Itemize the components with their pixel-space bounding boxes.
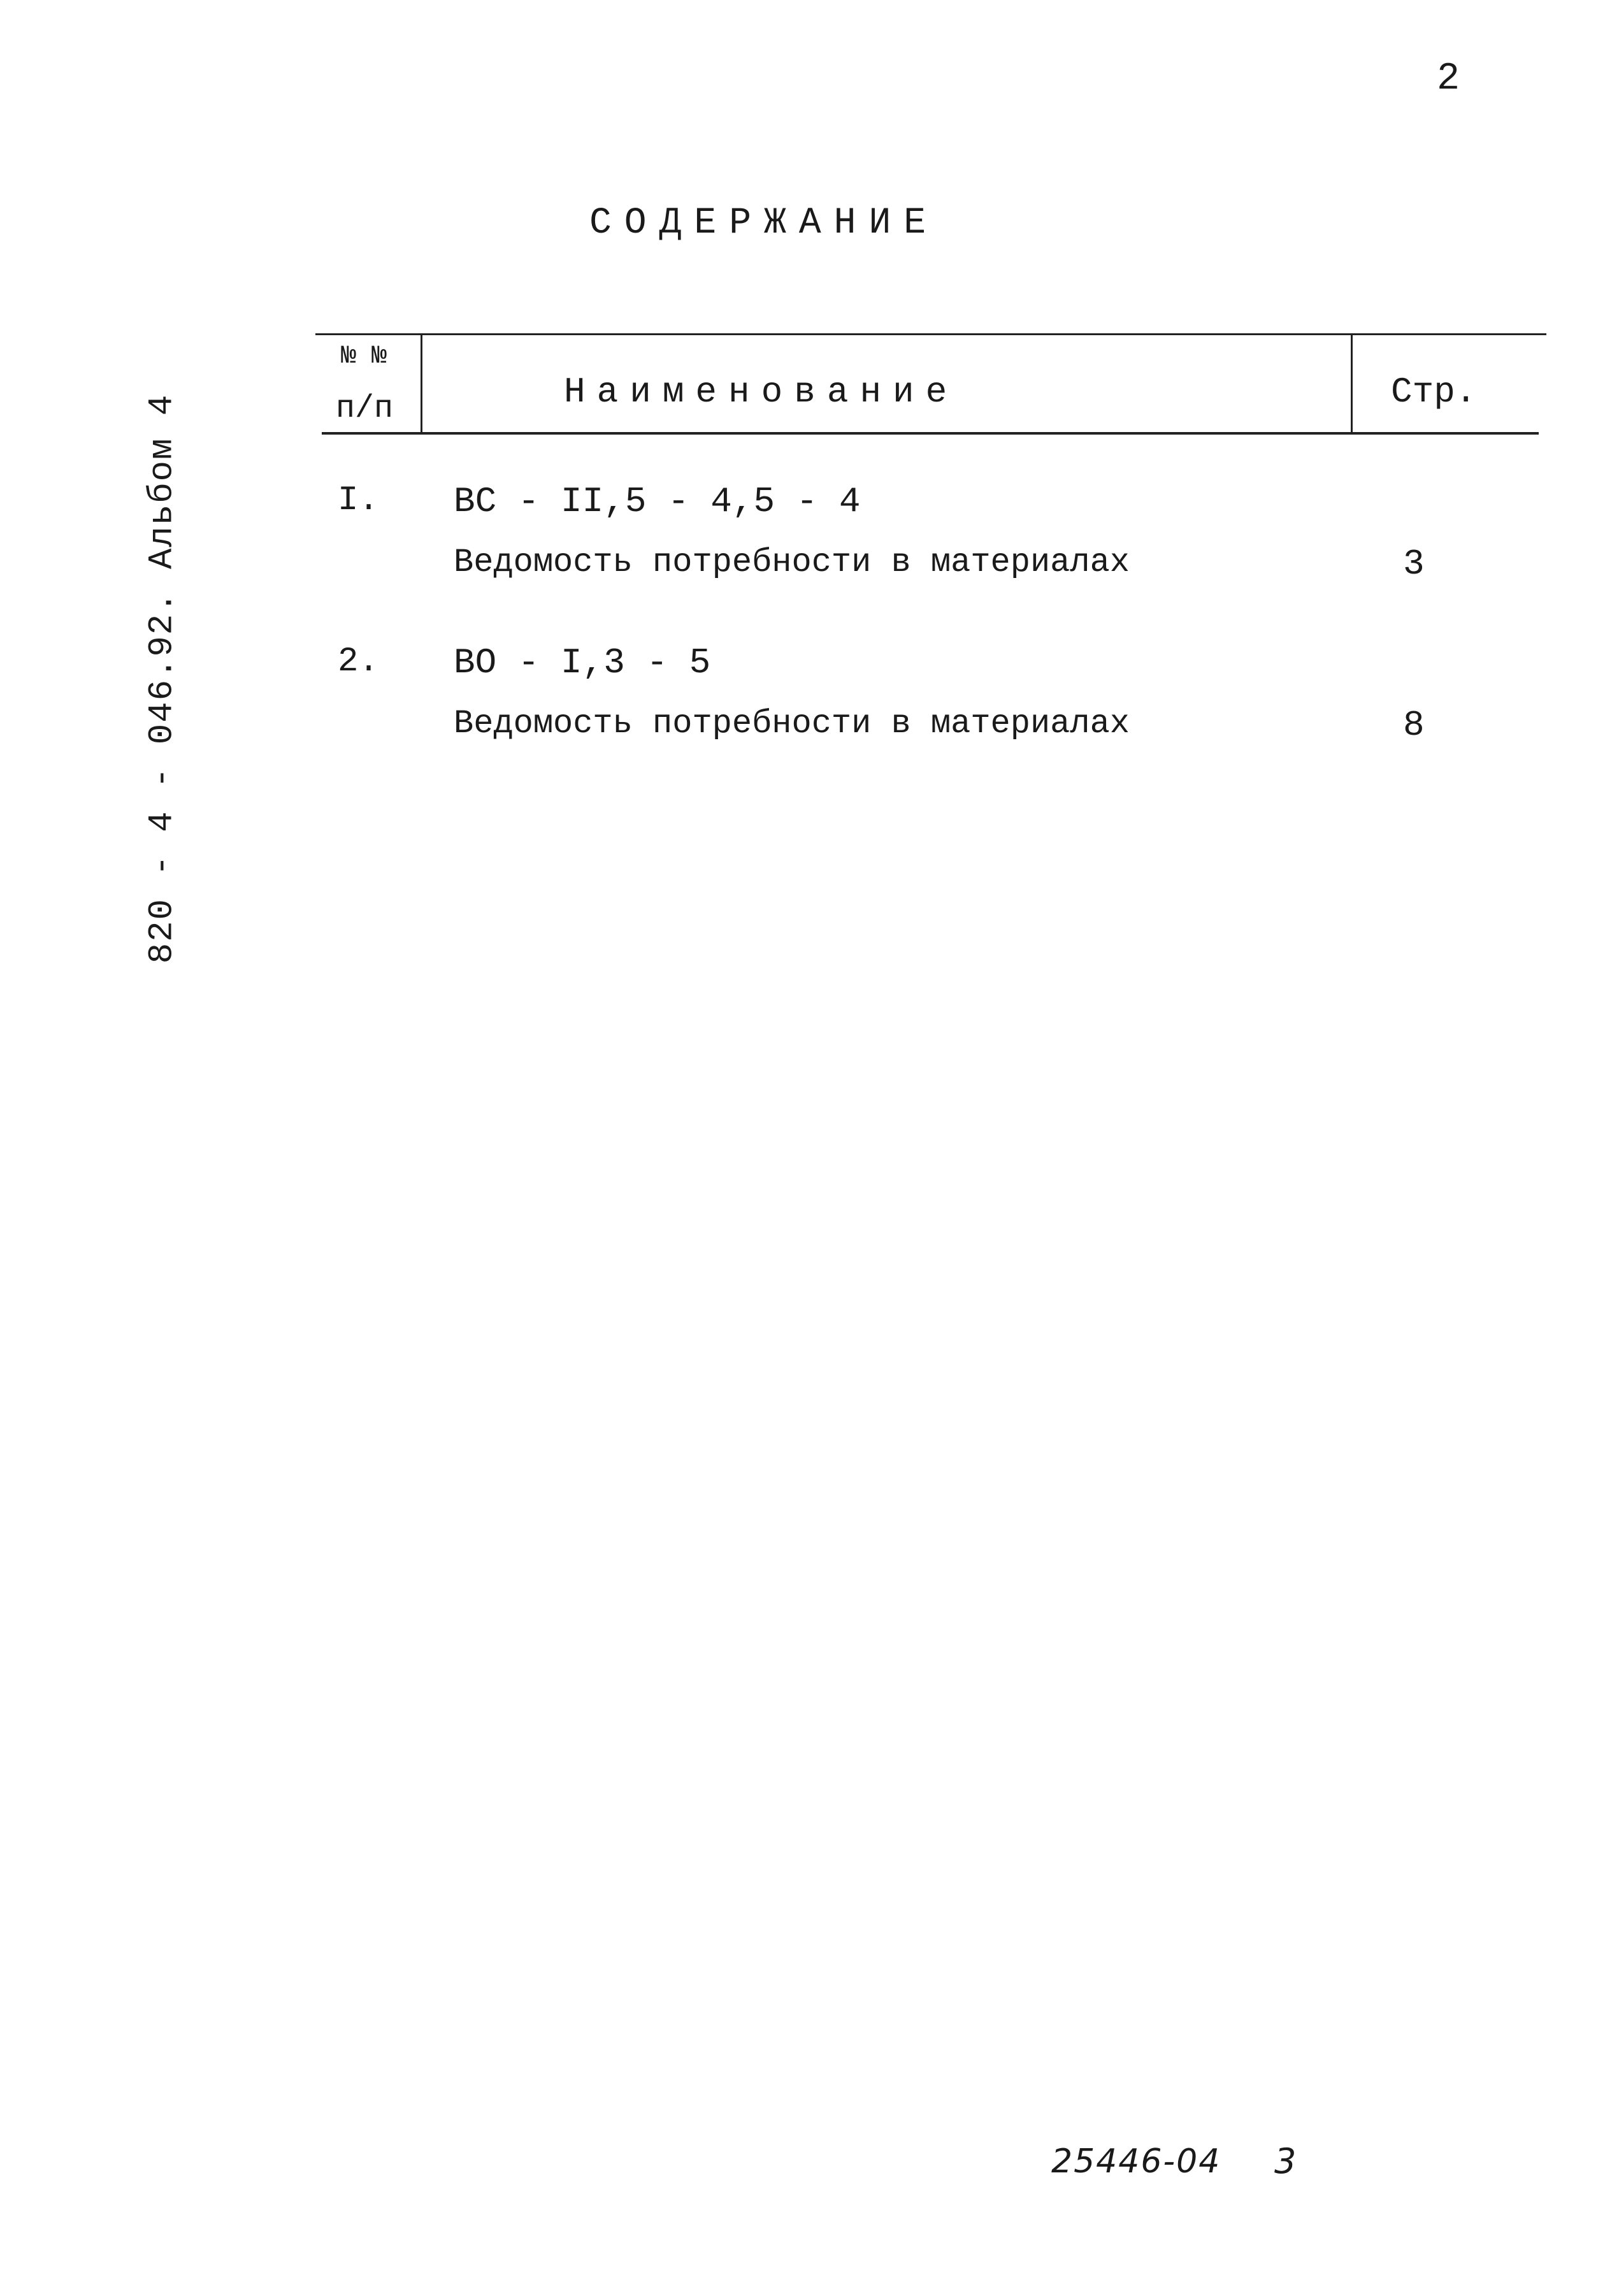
entry-number: I. bbox=[338, 481, 379, 520]
table-bottom-rule bbox=[322, 432, 1539, 435]
footer-code: 25446-04 bbox=[1051, 2142, 1221, 2181]
column-divider bbox=[1351, 335, 1353, 433]
column-divider bbox=[421, 335, 422, 433]
entry-description: Ведомость потребности в материалах bbox=[454, 705, 1130, 742]
header-number-sign: № № bbox=[341, 342, 387, 371]
table-header bbox=[315, 333, 1546, 435]
side-document-code: 820 - 4 - 046.92. Альбом 4 bbox=[143, 393, 182, 964]
entry-number: 2. bbox=[338, 642, 379, 681]
table-top-rule bbox=[315, 333, 1546, 335]
page-title: СОДЕРЖАНИЕ bbox=[589, 203, 939, 244]
page-number: 2 bbox=[1437, 57, 1460, 101]
header-name: Наименование bbox=[564, 372, 959, 412]
header-page: Стр. bbox=[1391, 372, 1477, 412]
entry-code: ВО - I,3 - 5 bbox=[454, 642, 711, 683]
entry-code: ВС - II,5 - 4,5 - 4 bbox=[454, 481, 861, 522]
entry-page: 3 bbox=[1403, 544, 1425, 584]
entry-description: Ведомость потребности в материалах bbox=[454, 544, 1130, 581]
header-number-label: п/п bbox=[336, 391, 394, 427]
entry-page: 8 bbox=[1403, 705, 1425, 746]
toc-entry bbox=[0, 481, 1619, 609]
footer-number: 3 bbox=[1274, 2141, 1297, 2181]
toc-entry bbox=[0, 642, 1619, 770]
